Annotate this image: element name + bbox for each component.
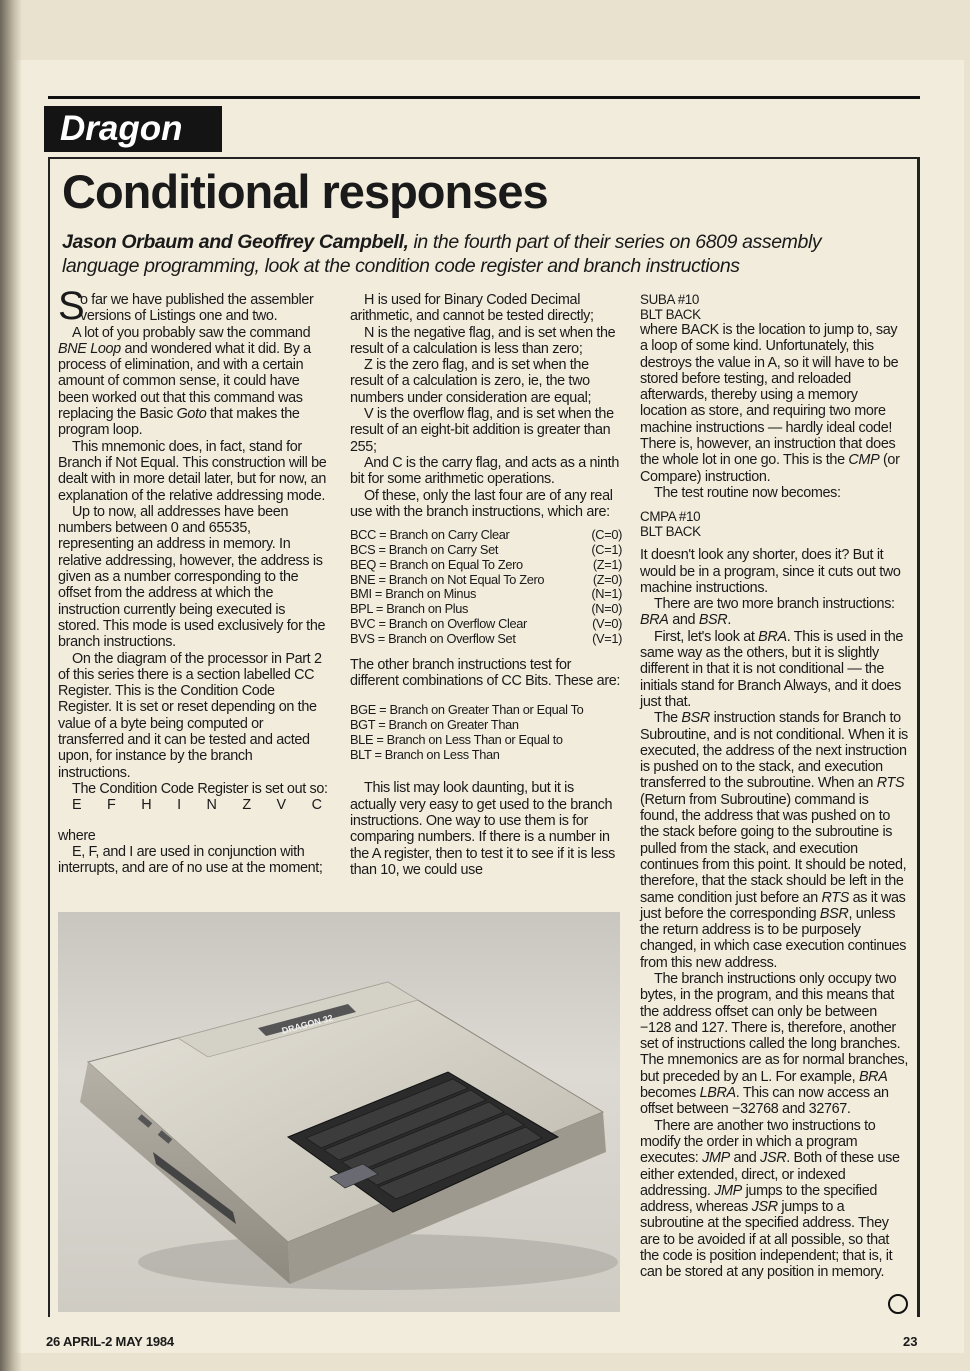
branch-row: BGE = Branch on Greater Than or Equal To — [350, 702, 584, 718]
branch-row: BLT = Branch on Less Than — [350, 746, 500, 762]
branch-row: BNE = Branch on Not Equal To Zero (Z=0) — [350, 571, 622, 587]
paragraph: V is the overflow flag, and is set when the result of an eight-bit addition is greater than 255; — [350, 406, 614, 455]
inline-code: JMP — [702, 1150, 730, 1167]
paragraph: Up to now, all addresses have been numbers between 0 and 65535, representing an address in memory. In relative addressing, however, the address is given as a number corresponding to the offset from the address at which the instruction currently being executed is stored. This mode is used exclusively for the branch instructions. — [58, 503, 326, 651]
article-deck — [62, 230, 902, 278]
branch-row: BMI = Branch on Minus (N=1) — [350, 586, 622, 602]
flag: I — [177, 797, 184, 814]
byline: Jason Orbaum and Geoffrey Campbell, — [62, 231, 409, 253]
branch-table-2 — [350, 703, 622, 762]
badge-text: DRAGON 32 — [280, 1012, 335, 1036]
flag: F — [107, 797, 118, 814]
branch-row: BVS = Branch on Overflow Set (V=1) — [350, 630, 622, 646]
inline-code: JSR — [760, 1150, 787, 1167]
paragraph: And C is the carry flag, and acts as a ninth bit for some arithmetic operations. — [350, 454, 619, 488]
flag: H — [141, 797, 154, 814]
paragraph: It doesn't look any shorter, does it? But it would be in a program, since it cuts out two machine instructions. — [640, 547, 901, 596]
code-block — [640, 292, 908, 322]
paragraph: where — [58, 827, 96, 844]
paragraph: The Condition Code Register is set out so: — [72, 780, 328, 797]
flag: E — [72, 797, 84, 814]
frame-right-rule — [917, 157, 920, 1317]
flag: V — [276, 797, 289, 814]
paragraph: This mnemonic does, in fact, stand for Branch if Not Equal. This construction will be dealt with in more detail later, but for now, an explanation of the relative addressing mode. — [58, 438, 327, 504]
column-2 — [350, 292, 622, 878]
paragraph: The other branch instructions test for different combinations of CC Bits. These are: — [350, 656, 621, 689]
branch-row: BGT = Branch on Greater Than — [350, 716, 519, 732]
inline-code: LBRA — [699, 1085, 736, 1102]
paragraph: Z is the zero flag, and is set when the result of a calculation is zero, ie, the two numbers under consideration are equal; — [350, 357, 592, 406]
code-line: BLT BACK — [640, 307, 701, 322]
code-line: SUBA #10 — [640, 292, 699, 307]
code-block — [640, 509, 908, 539]
paragraph-text: o far we have published the assembler versions of Listings one and two. — [80, 292, 314, 325]
inline-code: RTS — [876, 775, 905, 792]
cc-register-flags — [72, 797, 324, 813]
case-top — [88, 982, 603, 1242]
branch-row: BCC = Branch on Carry Clear (C=0) — [350, 527, 622, 543]
inline-code: RTS — [821, 889, 849, 906]
footer-date: 26 APRIL-2 MAY 1984 — [46, 1334, 174, 1349]
paragraph: There are another two instructions to modify the order in which a program executes: JMP and JSR. Both of these use either extended, direct, or indexed addressing. JMP jumps to the specified address, whereas JSR jumps to a subroutine at the specified address. They are to be avoided if at all possible, so that the code is position independent; that is, it can be stored at any position in memory. — [640, 1117, 900, 1281]
inline-code: BRA — [640, 612, 669, 629]
deck-text: in the fourth part of their series on 6809 assembly language programming, look at the condition code register and branch instructions — [62, 231, 822, 277]
paragraph: H is used for Binary Coded Decimal arithmetic, and cannot be tested directly; — [350, 292, 594, 325]
branch-row: BPL = Branch on Plus (N=0) — [350, 601, 622, 617]
flag: N — [206, 797, 219, 814]
inline-code: Goto — [176, 406, 207, 423]
article-title: Conditional responses — [62, 165, 548, 218]
paragraph: The test routine now becomes: — [654, 484, 841, 501]
flag: C — [311, 797, 324, 814]
flag: Z — [242, 797, 254, 814]
paragraph: E, F, and I are used in conjunction with interrupts, and are of no use at the moment; — [58, 843, 323, 877]
branch-row: BLE = Branch on Less Than or Equal to — [350, 731, 563, 747]
column-3 — [640, 292, 908, 1281]
paragraph: The BSR instruction stands for Branch to Subroutine, and is not conditional. When it is executed, the address of the next instruction is pushed on to the stack, and execution transferred to the subroutine. When an RTS (Return from Subroutine) command is found, the address that was pushed on to the stack before going to the subroutine is pulled from the stack, and execution continues from this point. It should be noted, therefore, that the stack should be left in the same condition just before an RTS as it was just before the corresponding BSR, unless the return address is to be purposely changed, in which case execution continues from this new address. — [640, 710, 908, 971]
inline-code: BRA — [858, 1068, 888, 1085]
branch-row: BVC = Branch on Overflow Clear (V=0) — [350, 615, 622, 631]
inline-code: BSR — [698, 612, 728, 629]
header-rule — [48, 157, 920, 159]
drop-cap: S — [58, 284, 85, 328]
computer-illustration — [58, 912, 620, 1312]
end-mark-icon — [888, 1294, 908, 1314]
top-rule — [48, 96, 920, 99]
paragraph: The branch instructions only occupy two bytes, in the program, and this means that the address offset can only be between −128 and 127. There is, therefore, another set of instructions called the long branches. The mnemonics are as for normal branches, but preceded by an L. For example, BRA becomes LBRA. This can now access an offset between −32768 and 32767. — [640, 970, 908, 1118]
branch-row: BCS = Branch on Carry Set (C=1) — [350, 541, 622, 557]
inline-code: BNE Loop — [58, 340, 121, 357]
branch-row: BEQ = Branch on Equal To Zero (Z=1) — [350, 556, 622, 572]
paragraph: N is the negative flag, and is set when the result of a calculation is less than zero; — [350, 324, 616, 357]
binding-shadow — [0, 0, 22, 1371]
inline-code: BSR — [819, 905, 849, 922]
paragraph: where BACK is the location to jump to, say a loop of some kind. Unfortunately, this destroys the value in A, so it will have to be stored before testing, and reloaded afterwards, thereby using a memory location as store, and requiring two more machine instructions — hardly ideal code! There is, however, an instruction that does the whole lot in one go. This is the CMP (or Compare) instruction. — [640, 322, 900, 485]
inline-code: JMP — [714, 1182, 742, 1199]
frame-left-rule — [48, 157, 50, 1317]
paragraph — [58, 284, 328, 328]
page-number: 23 — [903, 1334, 918, 1349]
paragraph: On the diagram of the processor in Part 2 of this series there is a section labelled CC Register. This is the Condition Code Register. It is set or reset depending on the value of a byte being computed or transferred and it can be tested and acted upon, for instance by the branch instructions. — [58, 650, 322, 781]
paragraph: There are two more branch instructions: BRA and BSR. — [640, 596, 895, 629]
inline-code: CMP — [848, 452, 880, 469]
column-1 — [58, 284, 328, 877]
paragraph: This list may look daunting, but it is actually very easy to get used to the branch instructions. One way to use them is for comparing numbers. If there is a number in the A register, then to test it to see if it is less than 10, we could use — [350, 780, 615, 878]
inline-code: BSR — [681, 710, 710, 727]
branch-table — [350, 528, 622, 646]
inline-code: BRA — [758, 628, 787, 645]
inline-code: JSR — [751, 1199, 778, 1216]
section-tag: Dragon — [44, 106, 222, 152]
code-line: CMPA #10 — [640, 509, 701, 525]
paragraph: A lot of you probably saw the command BNE Loop and wondered what it did. By a process of elimination, and with a certain amount of common sense, it could have been worked out that this command was replacing the Basic Goto that makes the program loop. — [58, 324, 311, 439]
paragraph: First, let's look at BRA. This is used in the same way as the others, but it is slightly different in that it is not conditional — the initials stand for Branch Always, and it does just that. — [640, 628, 904, 710]
code-line: BLT BACK — [640, 524, 701, 540]
paragraph: Of these, only the last four are of any real use with the branch instructions, which are: — [350, 487, 613, 520]
dragon-32-photo — [58, 912, 620, 1312]
